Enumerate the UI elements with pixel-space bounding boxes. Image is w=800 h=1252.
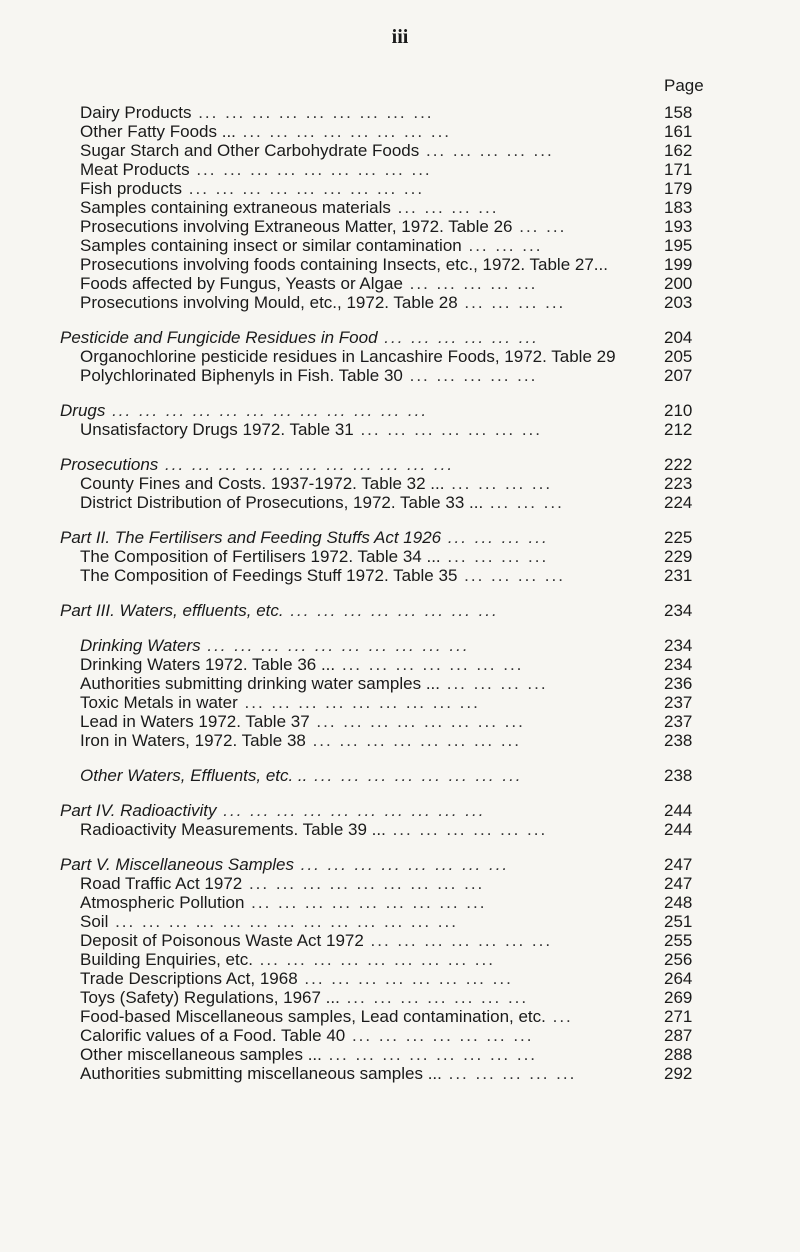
toc-entry — [0, 160, 800, 179]
toc-entry-title — [80, 103, 660, 122]
toc-entry — [0, 274, 800, 293]
toc-entry-title — [60, 401, 660, 420]
toc-leader-dots: ... ... ... ... ... ... — [385, 820, 548, 839]
toc-entry-title — [80, 493, 660, 512]
toc-page-number: 234 — [664, 655, 693, 674]
toc-spacer — [0, 585, 800, 601]
toc-page-number: 210 — [664, 401, 693, 420]
toc-entry-text: Sugar Starch and Other Carbohydrate Foods — [80, 141, 420, 160]
toc-leader-dots: ... ... — [512, 217, 567, 236]
toc-entry-text: Other miscellaneous samples ... — [80, 1045, 322, 1064]
toc-leader-dots: ... ... ... ... ... — [419, 141, 554, 160]
toc-leader-dots: ... ... ... ... — [390, 198, 499, 217]
toc-entry-title — [80, 950, 660, 969]
toc-leader-dots: ... ... ... ... — [444, 474, 553, 493]
toc-leader-dots: ... ... ... ... ... ... ... ... ... ... ... ... ... — [108, 912, 458, 931]
toc-entry-title — [80, 820, 660, 839]
toc-page-number: 237 — [664, 693, 693, 712]
toc-leader-dots: ... ... ... ... ... ... ... ... ... — [191, 103, 434, 122]
toc-leader-dots: ... ... ... ... — [440, 674, 548, 693]
toc-page-number: 231 — [664, 566, 693, 585]
toc-leader-dots: ... ... ... ... ... ... ... ... ... ... — [200, 636, 470, 655]
toc-page-number: 234 — [664, 601, 693, 620]
toc-entry-text: Toxic Metals in water — [80, 693, 238, 712]
toc-leader-dots: ... ... ... ... ... ... ... ... — [305, 731, 521, 750]
toc-entry — [0, 931, 800, 950]
toc-entry-text: Organochlorine pesticide residues in Lancashire Foods, 1972. Table 29 — [80, 347, 616, 366]
toc-spacer — [0, 620, 800, 636]
page-column-header: Page — [664, 76, 704, 95]
toc-entry-title — [80, 179, 660, 198]
toc-entry — [0, 988, 800, 1007]
toc-page-number: 205 — [664, 347, 693, 366]
toc-entry-title — [80, 566, 660, 585]
toc-page-number: 183 — [664, 198, 693, 217]
toc-page-number: 161 — [664, 122, 693, 141]
toc-leader-dots: ... ... ... — [461, 236, 543, 255]
toc-leader-dots: ... ... ... ... ... ... ... ... ... ... ... ... — [105, 401, 429, 420]
toc-entry — [0, 547, 800, 566]
toc-leader-dots: ... ... ... ... ... — [402, 366, 538, 385]
toc-entry-text: Dairy Products — [80, 103, 192, 122]
toc-leader-dots: ... ... ... ... — [457, 293, 566, 312]
toc-spacer — [0, 312, 800, 328]
toc-entry — [0, 731, 800, 750]
toc-page-number: 247 — [664, 874, 693, 893]
toc-spacer — [0, 785, 800, 801]
toc-leader-dots: ... ... ... ... ... ... ... — [353, 420, 542, 439]
toc-page-number: 234 — [664, 636, 693, 655]
toc-entry-text: Unsatisfactory Drugs 1972. Table 31 — [80, 420, 354, 439]
toc-entry-text: Part II. The Fertilisers and Feeding Stuffs Act 1926 — [60, 528, 442, 547]
toc-entry — [0, 493, 800, 512]
toc-section-entry — [0, 766, 800, 785]
table-of-contents — [0, 103, 800, 1083]
toc-entry-text: Deposit of Poisonous Waste Act 1972 — [80, 931, 364, 950]
toc-page-number: 236 — [664, 674, 693, 693]
toc-entry — [0, 820, 800, 839]
toc-spacer — [0, 385, 800, 401]
toc-entry-title — [80, 236, 660, 255]
toc-entry-text: Prosecutions involving Extraneous Matter, 1972. Table 26 — [80, 217, 513, 236]
toc-entry-title — [80, 912, 660, 931]
toc-entry-title — [80, 217, 660, 236]
toc-entry-title — [60, 601, 660, 620]
toc-entry — [0, 693, 800, 712]
toc-entry-title — [80, 874, 660, 893]
toc-entry — [0, 236, 800, 255]
toc-leader-dots: ... ... ... ... ... ... ... ... — [283, 601, 499, 620]
toc-section-entry — [0, 636, 800, 655]
toc-entry-title — [80, 693, 660, 712]
toc-page-number: 255 — [664, 931, 693, 950]
toc-entry — [0, 420, 800, 439]
toc-entry-title — [80, 731, 660, 750]
toc-entry-text: Other Waters, Effluents, etc. .. — [80, 766, 308, 785]
toc-page-number: 200 — [664, 274, 693, 293]
toc-leader-dots: ... ... ... ... ... ... ... ... — [307, 766, 523, 785]
toc-entry-title — [80, 160, 660, 179]
toc-entry-title — [80, 347, 660, 366]
toc-leader-dots: ... ... ... ... ... ... ... ... ... ... — [216, 801, 486, 820]
toc-entry — [0, 103, 800, 122]
toc-entry — [0, 912, 800, 931]
page-number: iii — [391, 26, 409, 48]
toc-leader-dots: ... ... ... ... ... ... ... ... — [294, 855, 510, 874]
toc-entry-text: Prosecutions — [60, 455, 159, 474]
toc-entry-text: The Composition of Feedings Stuff 1972. Table 35 — [80, 566, 458, 585]
toc-entry — [0, 655, 800, 674]
toc-entry-text: Building Enquiries, etc. — [80, 950, 253, 969]
toc-entry-title — [80, 636, 660, 655]
toc-entry-title — [80, 547, 660, 566]
toc-leader-dots: ... ... ... ... ... ... ... ... — [297, 969, 513, 988]
toc-leader-dots: ... ... ... ... — [441, 528, 549, 547]
toc-page-number: 171 — [664, 160, 693, 179]
toc-leader-dots: ... ... ... ... ... ... ... — [363, 931, 553, 950]
toc-leader-dots: ... ... ... — [483, 493, 564, 512]
toc-entry-title — [80, 274, 660, 293]
toc-entry-text: County Fines and Costs. 1937-1972. Table 32 ... — [80, 474, 445, 493]
toc-section-entry — [0, 401, 800, 420]
toc-page-number: 195 — [664, 236, 693, 255]
toc-entry-title — [80, 766, 660, 785]
toc-entry-title — [80, 122, 660, 141]
toc-entry-text: Prosecutions involving foods containing Insects, etc., 1972. Table 27... — [80, 255, 608, 274]
toc-entry-text: Part III. Waters, effluents, etc. — [60, 601, 284, 620]
toc-leader-dots: ... ... ... ... — [440, 547, 549, 566]
toc-section-entry — [0, 455, 800, 474]
toc-entry — [0, 1026, 800, 1045]
toc-page-number: 204 — [664, 328, 693, 347]
toc-page-number: 179 — [664, 179, 693, 198]
toc-entry-text: Lead in Waters 1972. Table 37 — [80, 712, 310, 731]
toc-entry — [0, 179, 800, 198]
toc-page-number: 244 — [664, 801, 693, 820]
toc-leader-dots: ... ... ... ... ... ... ... ... ... — [252, 950, 495, 969]
toc-entry-title — [60, 801, 660, 820]
toc-entry-title — [80, 420, 660, 439]
toc-entry-title — [80, 141, 660, 160]
toc-entry — [0, 1045, 800, 1064]
toc-section-entry — [0, 855, 800, 874]
toc-entry-title — [80, 1007, 660, 1026]
toc-entry — [0, 566, 800, 585]
toc-entry-text: Samples containing extraneous materials — [80, 198, 391, 217]
toc-entry — [0, 674, 800, 693]
toc-entry — [0, 1064, 800, 1083]
toc-page-number: 264 — [664, 969, 693, 988]
toc-entry-text: Foods affected by Fungus, Yeasts or Algae — [80, 274, 403, 293]
toc-entry-text: Fish products — [80, 179, 183, 198]
toc-page-number: 223 — [664, 474, 693, 493]
toc-entry-title — [80, 893, 660, 912]
toc-entry-text: Part V. Miscellaneous Samples — [60, 855, 295, 874]
toc-section-entry — [0, 528, 800, 547]
toc-entry-text: Atmospheric Pollution — [80, 893, 245, 912]
toc-leader-dots: ... ... ... ... ... ... ... ... ... — [237, 693, 480, 712]
toc-entry — [0, 366, 800, 385]
toc-entry-text: Polychlorinated Biphenyls in Fish. Table 30 — [80, 366, 403, 385]
toc-spacer — [0, 839, 800, 855]
toc-leader-dots: ... ... ... ... ... ... ... ... — [309, 712, 525, 731]
toc-page-number: 251 — [664, 912, 693, 931]
toc-leader-dots: ... ... ... ... ... ... ... ... ... — [244, 893, 487, 912]
toc-entry-text: Pesticide and Fungicide Residues in Food — [60, 328, 378, 347]
toc-page-number: 207 — [664, 366, 693, 385]
toc-spacer — [0, 750, 800, 766]
toc-leader-dots: ... ... ... ... ... ... ... ... — [235, 122, 452, 141]
toc-page-number: 224 — [664, 493, 693, 512]
toc-entry — [0, 122, 800, 141]
toc-entry-title — [80, 988, 660, 1007]
toc-page-number: 288 — [664, 1045, 693, 1064]
toc-entry-text: Radioactivity Measurements. Table 39 ... — [80, 820, 386, 839]
toc-entry-text: Authorities submitting miscellaneous samples ... — [80, 1064, 442, 1083]
toc-page-number: 247 — [664, 855, 693, 874]
toc-entry-title — [80, 1026, 660, 1045]
toc-entry-title — [80, 969, 660, 988]
toc-page-number: 229 — [664, 547, 693, 566]
toc-entry — [0, 950, 800, 969]
toc-entry-text: Toys (Safety) Regulations, 1967 ... — [80, 988, 340, 1007]
toc-page-number: 292 — [664, 1064, 693, 1083]
toc-page-number: 203 — [664, 293, 693, 312]
toc-page-number: 238 — [664, 766, 693, 785]
toc-entry — [0, 1007, 800, 1026]
toc-entry-text: District Distribution of Prosecutions, 1972. Table 33 ... — [80, 493, 484, 512]
toc-page-number: 162 — [664, 141, 693, 160]
toc-entry-title — [80, 1045, 660, 1064]
toc-leader-dots: ... ... ... ... ... ... ... ... ... — [182, 179, 425, 198]
toc-entry — [0, 474, 800, 493]
toc-entry-title — [80, 255, 660, 274]
toc-page-number: 287 — [664, 1026, 693, 1045]
toc-entry-text: Other Fatty Foods ... — [80, 122, 236, 141]
toc-entry — [0, 893, 800, 912]
toc-leader-dots: ... ... ... ... ... ... ... — [335, 655, 524, 674]
toc-page-number: 193 — [664, 217, 693, 236]
toc-entry-title — [60, 328, 660, 347]
toc-entry-title — [80, 293, 660, 312]
toc-entry-text: The Composition of Fertilisers 1972. Table 34 ... — [80, 547, 441, 566]
toc-entry-title — [60, 528, 660, 547]
toc-section-entry — [0, 601, 800, 620]
toc-leader-dots: ... ... ... ... ... ... ... — [339, 988, 529, 1007]
toc-entry — [0, 347, 800, 366]
toc-leader-dots: ... ... ... ... ... ... ... ... ... — [242, 874, 485, 893]
toc-entry-text: Soil — [80, 912, 109, 931]
toc-entry-text: Drugs — [60, 401, 106, 420]
toc-entry — [0, 141, 800, 160]
toc-page-number: 256 — [664, 950, 693, 969]
toc-leader-dots: ... ... ... ... ... — [441, 1064, 577, 1083]
toc-page-number: 269 — [664, 988, 693, 1007]
toc-entry-title — [80, 655, 660, 674]
toc-leader-dots: ... ... ... ... ... ... ... ... ... — [189, 160, 432, 179]
toc-spacer — [0, 512, 800, 528]
toc-entry-title — [80, 1064, 660, 1083]
toc-leader-dots: ... ... ... ... ... ... ... ... — [321, 1045, 538, 1064]
toc-entry-text: Trade Descriptions Act, 1968 — [80, 969, 298, 988]
toc-entry-title — [80, 931, 660, 950]
toc-page-number: 225 — [664, 528, 693, 547]
toc-entry — [0, 293, 800, 312]
toc-page-number: 248 — [664, 893, 693, 912]
toc-entry-text: Part IV. Radioactivity — [60, 801, 217, 820]
toc-entry — [0, 712, 800, 731]
toc-page-number: 158 — [664, 103, 693, 122]
toc-section-entry — [0, 328, 800, 347]
toc-entry — [0, 969, 800, 988]
toc-entry-title — [60, 855, 660, 874]
toc-entry-text: Drinking Waters — [80, 636, 201, 655]
toc-leader-dots: ... ... ... ... — [457, 566, 565, 585]
toc-leader-dots: ... ... ... ... ... — [402, 274, 538, 293]
toc-entry — [0, 874, 800, 893]
toc-leader-dots: ... ... ... ... ... ... — [377, 328, 539, 347]
toc-section-entry — [0, 801, 800, 820]
toc-spacer — [0, 439, 800, 455]
toc-leader-dots: ... ... ... ... ... ... ... ... ... ... ... — [158, 455, 455, 474]
toc-entry — [0, 217, 800, 236]
toc-page-number: 271 — [664, 1007, 693, 1026]
toc-entry-text: Samples containing insect or similar contamination — [80, 236, 462, 255]
toc-page-number: 244 — [664, 820, 693, 839]
toc-entry-text: Calorific values of a Food. Table 40 — [80, 1026, 346, 1045]
toc-entry-title — [80, 674, 660, 693]
toc-entry-title — [80, 198, 660, 217]
toc-page-number: 199 — [664, 255, 693, 274]
toc-page-number: 238 — [664, 731, 693, 750]
toc-page-number: 237 — [664, 712, 693, 731]
toc-leader-dots: ... ... ... ... ... ... ... — [345, 1026, 534, 1045]
toc-entry-text: Authorities submitting drinking water samples ... — [80, 674, 440, 693]
toc-entry-text: Road Traffic Act 1972 — [80, 874, 243, 893]
toc-entry-text: Iron in Waters, 1972. Table 38 — [80, 731, 306, 750]
toc-page-number: 222 — [664, 455, 693, 474]
toc-entry-title — [80, 712, 660, 731]
toc-entry — [0, 255, 800, 274]
toc-entry-text: Drinking Waters 1972. Table 36 ... — [80, 655, 336, 674]
toc-entry-text: Food-based Miscellaneous samples, Lead contamination, etc. — [80, 1007, 546, 1026]
toc-page-number: 212 — [664, 420, 693, 439]
toc-entry-title — [80, 474, 660, 493]
toc-entry-text: Meat Products — [80, 160, 190, 179]
toc-entry-title — [80, 366, 660, 385]
toc-entry-text: Prosecutions involving Mould, etc., 1972. Table 28 — [80, 293, 458, 312]
toc-leader-dots: ... — [545, 1007, 573, 1026]
toc-entry — [0, 198, 800, 217]
toc-entry-title — [60, 455, 660, 474]
